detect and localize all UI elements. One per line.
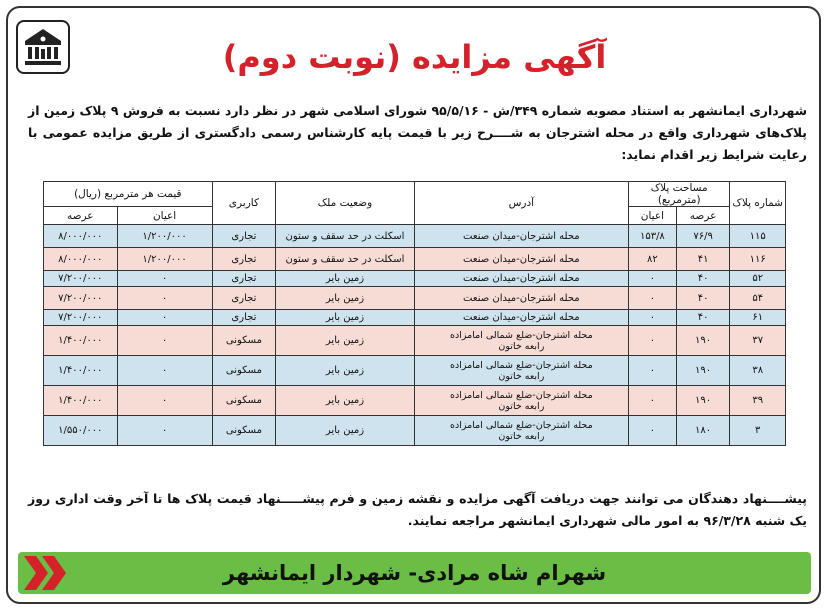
address-line-1: محله اشترجان-ضلع شمالی امامزاده: [450, 389, 593, 401]
table-row: [44, 248, 786, 271]
table-row: [44, 386, 786, 416]
cell-area: ۱۹۰: [676, 326, 730, 356]
cell-status: زمین بایر: [276, 310, 415, 326]
address-line-1: محله اشترجان-ضلع شمالی امامزاده: [450, 359, 593, 371]
header-building-area: اعیان: [628, 207, 676, 225]
cell-status: زمین بایر: [276, 386, 415, 416]
signature-banner: [18, 552, 811, 594]
cell-area: ۱۹۰: [676, 386, 730, 416]
cell-address: محله اشترجان-میدان صنعت: [414, 287, 628, 310]
cell-status: اسکلت در حد سقف و ستون: [276, 225, 415, 248]
cell-price-land: ۷/۲۰۰/۰۰۰: [44, 271, 118, 287]
cell-usage: تجاری: [212, 248, 276, 271]
cell-price-land: ۱/۴۰۰/۰۰۰: [44, 386, 118, 416]
cell-usage: تجاری: [212, 287, 276, 310]
cell-plot: ۳۷: [730, 326, 786, 356]
cell-building: ۰: [628, 326, 676, 356]
auction-table: [43, 181, 786, 446]
cell-status: زمین بایر: [276, 271, 415, 287]
cell-address: محله اشترجان-میدان صنعت: [414, 248, 628, 271]
cell-plot: ۱۱۵: [730, 225, 786, 248]
table-row: [44, 326, 786, 356]
cell-price-land: ۱/۴۰۰/۰۰۰: [44, 326, 118, 356]
cell-plot: ۳۸: [730, 356, 786, 386]
address-line-2: رابعه خاتون: [498, 340, 545, 352]
cell-price-land: ۷/۲۰۰/۰۰۰: [44, 310, 118, 326]
cell-price-building: ۰: [117, 310, 212, 326]
cell-status: اسکلت در حد سقف و ستون: [276, 248, 415, 271]
cell-building: ۰: [628, 416, 676, 446]
cell-plot: ۵۴: [730, 287, 786, 310]
table-row: [44, 310, 786, 326]
cell-building: ۰: [628, 356, 676, 386]
header-area-group: مساحت پلاک (مترمربع): [628, 182, 729, 207]
page-title: آگهی مزایده (نوبت دوم): [222, 38, 607, 76]
header-address: آدرس: [414, 182, 628, 225]
header-land-area: عرصه: [676, 207, 730, 225]
cell-plot: ۳۹: [730, 386, 786, 416]
header-price-group: قیمت هر مترمربع (ریال): [44, 182, 213, 207]
cell-area: ۴۰: [676, 287, 730, 310]
cell-price-land: ۱/۵۵۰/۰۰۰: [44, 416, 118, 446]
cell-price-land: ۸/۰۰۰/۰۰۰: [44, 225, 118, 248]
header-plot-no: شماره پلاک: [730, 182, 786, 225]
intro-paragraph: شهرداری ایمانشهر به استناد مصوبه شماره ۳۴۹/ش - ۹۵/۵/۱۶ شورای اسلامی شهر در نظر دارد نسبت به فروش ۹ پلاک زمین از پلاک‌های شهرداری واقع در محله اشترجان به شــــرح زیر با قیمت پایه کارشناس رسمی دادگستری از طریق مزایده عمومی با رعایت شرایط زیر اقدام نماید:: [28, 103, 808, 162]
cell-price-land: ۸/۰۰۰/۰۰۰: [44, 248, 118, 271]
table-row: [44, 416, 786, 446]
header-usage: کاربری: [212, 182, 276, 225]
cell-usage: مسکونی: [212, 356, 276, 386]
cell-address: محله اشترجان-میدان صنعت: [414, 271, 628, 287]
cell-usage: تجاری: [212, 310, 276, 326]
signature-text: شهرام شاه مرادی- شهردار ایمانشهر: [222, 561, 607, 585]
cell-usage: تجاری: [212, 271, 276, 287]
cell-address: محله اشترجان-میدان صنعت: [414, 310, 628, 326]
cell-status: زمین بایر: [276, 416, 415, 446]
cell-address: [414, 326, 628, 356]
cell-building: ۰: [628, 386, 676, 416]
cell-building: ۰: [628, 287, 676, 310]
cell-price-building: ۱/۲۰۰/۰۰۰: [117, 248, 212, 271]
table-row: [44, 356, 786, 386]
header-price-land: عرصه: [44, 207, 118, 225]
cell-area: ۱۹۰: [676, 356, 730, 386]
address-line-1: محله اشترجان-ضلع شمالی امامزاده: [450, 329, 593, 341]
cell-price-building: ۰: [117, 416, 212, 446]
cell-price-land: ۷/۲۰۰/۰۰۰: [44, 287, 118, 310]
table-row: [44, 287, 786, 310]
header-status: وضعیت ملک: [276, 182, 415, 225]
footer-paragraph: پیشــــنهاد دهندگان می توانند جهت دریافت آگهی مزایده و نقشه زمین و فرم پیشـــــنهاد قیمت پلاک ها تا آخر وقت اداری روز یک شنبه ۹۶/۳/۲۸ به امور مالی شهرداری ایمانشهر مراجعه نمایند.: [28, 491, 807, 528]
cell-price-building: ۰: [117, 386, 212, 416]
cell-address: [414, 386, 628, 416]
table-row: [44, 271, 786, 287]
cell-plot: ۳: [730, 416, 786, 446]
cell-status: زمین بایر: [276, 356, 415, 386]
address-line-2: رابعه خاتون: [498, 370, 545, 382]
cell-area: ۷۶/۹: [676, 225, 730, 248]
cell-usage: مسکونی: [212, 386, 276, 416]
cell-usage: تجاری: [212, 225, 276, 248]
cell-area: ۴۱: [676, 248, 730, 271]
cell-building: ۰: [628, 310, 676, 326]
cell-address: [414, 416, 628, 446]
cell-status: زمین بایر: [276, 326, 415, 356]
cell-price-building: ۱/۲۰۰/۰۰۰: [117, 225, 212, 248]
address-line-1: محله اشترجان-ضلع شمالی امامزاده: [450, 419, 593, 431]
cell-usage: مسکونی: [212, 416, 276, 446]
table-row: [44, 225, 786, 248]
cell-building: ۰: [628, 271, 676, 287]
cell-plot: ۶۱: [730, 310, 786, 326]
cell-area: ۴۰: [676, 271, 730, 287]
cell-area: ۱۸۰: [676, 416, 730, 446]
address-line-2: رابعه خاتون: [498, 430, 545, 442]
cell-address: محله اشترجان-میدان صنعت: [414, 225, 628, 248]
cell-price-building: ۰: [117, 271, 212, 287]
cell-address: [414, 356, 628, 386]
cell-plot: ۵۲: [730, 271, 786, 287]
cell-price-building: ۰: [117, 326, 212, 356]
header-price-building: اعیان: [117, 207, 212, 225]
cell-usage: مسکونی: [212, 326, 276, 356]
cell-building: ۱۵۳/۸: [628, 225, 676, 248]
cell-status: زمین بایر: [276, 287, 415, 310]
cell-area: ۴۰: [676, 310, 730, 326]
address-line-2: رابعه خاتون: [498, 400, 545, 412]
cell-price-building: ۰: [117, 356, 212, 386]
cell-price-building: ۰: [117, 287, 212, 310]
cell-price-land: ۱/۴۰۰/۰۰۰: [44, 356, 118, 386]
cell-building: ۸۲: [628, 248, 676, 271]
cell-plot: ۱۱۶: [730, 248, 786, 271]
